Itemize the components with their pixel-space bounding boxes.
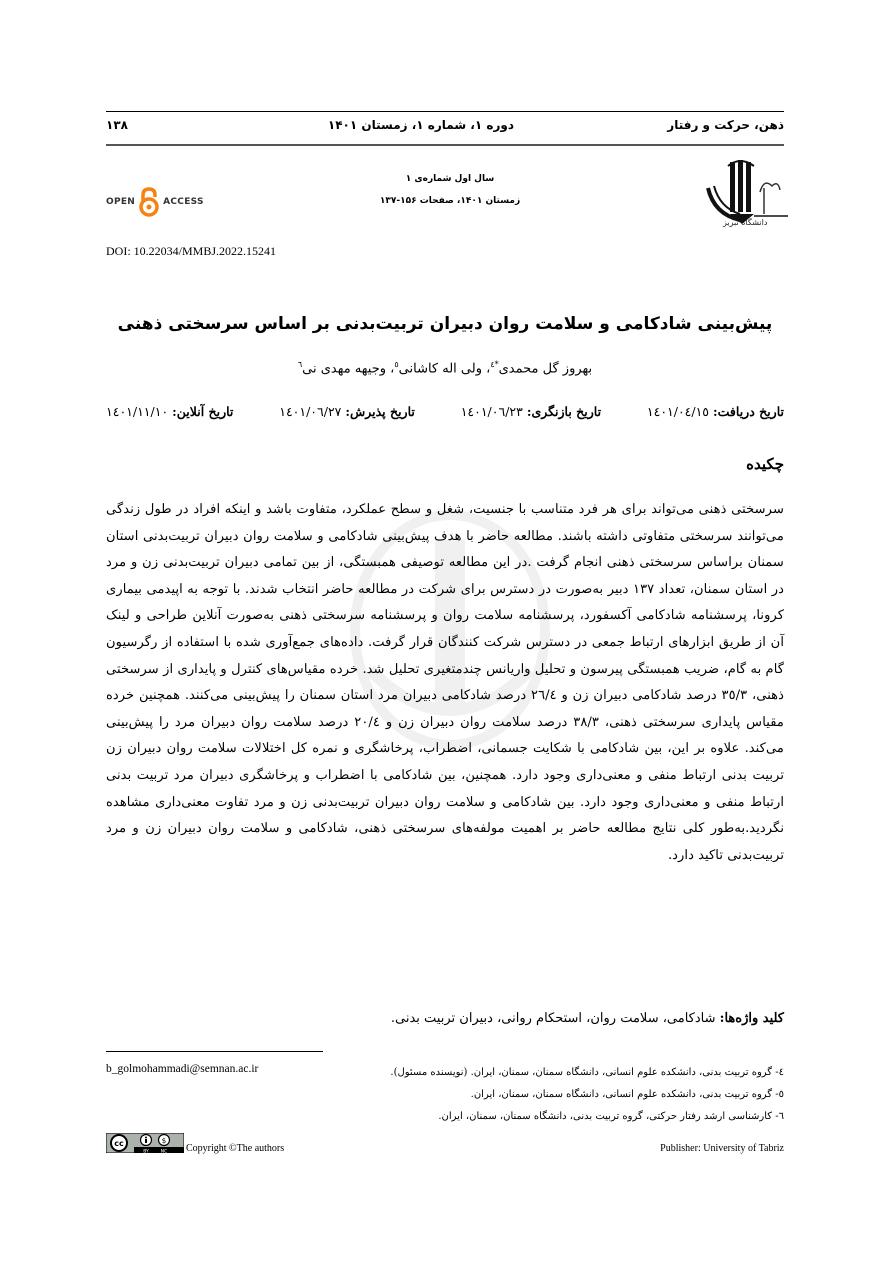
footnote-item: ٥- گروه تربیت بدنی، دانشکده علوم انسانی، دانشگاه سمنان، سمنان، ایران. (470, 1089, 784, 1100)
corresponding-email[interactable]: b_golmohammadi@semnan.ac.ir (106, 1063, 259, 1075)
open-lock-icon (138, 187, 160, 217)
publisher-notice: Publisher: University of Tabriz (660, 1143, 784, 1154)
copyright-notice: Copyright ©The authors (186, 1143, 285, 1154)
footnote-rule (106, 1051, 323, 1052)
open-access-left-text: OPEN (106, 197, 136, 207)
journal-name: ذهن، حرکت و رفتار (667, 118, 784, 132)
doi-link[interactable]: DOI: 10.22034/MMBJ.2022.15241 (106, 244, 277, 258)
abstract-body: سرسختی ذهنی می‌تواند برای هر فرد متناسب با جنسیت، شغل و سطح عملکرد، متفاوت باشد و اینکه افراد در طول زندگی می‌توانند سرسختی متفاوتی داشته باشند. مطالعه حاضر با هدف پیش‌بینی شادکامی و سلامت روان دبیران تربیت‌بدنی استان سمنان براساس سرسختی ذهنی انجام گرفت .در این مطالعه توصیفی همبستگی، از بین تمامی دبیران تربیت‌بدنی زن و مرد در استان سمنان، تعداد ١٣٧ دبیر به‌صورت در دسترس برای شرکت در مطالعه حاضر انتخاب شدند. با توجه به اپیدمی بیماری کرونا، پرسشنامه شادکامی آکسفورد، پرسشنامه سلامت روان و پرسشنامه سرسختی ذهنی به‌صورت آنلاین طراحی و لینک آن از طریق ابزارهای ارتباط جمعی در دسترس شرکت کنندگان قرار گرفت. داده‌های جمع‌آوری شده با استفاده از رگرسیون گام به گام، ضریب همبستگی پیرسون و تحلیل واریانس چندمتغیری تحلیل شد. خرده مقیاس‌های کنترل و پایداری از سرسختی ذهنی، ٣٥/٣ درصد شادکامی دبیران زن و ٢٦/٤ درصد شادکامی دبیران مرد استان سمنان را پیش‌بینی می‌کنند. همچنین خرده مقیاس پایداری سرسختی ذهنی، ٣٨/٣ درصد سلامت روان دبیران زن و ٢٠/٤ درصد سلامت روان دبیران مرد را پیش‌بینی می‌کند. علاوه بر این، بین شادکامی با شکایت جسمانی، اضطراب، پرخاشگری و نمره کل اختلالات سلامت روان دبیران زن تربیت بدنی ارتباط منفی و معنی‌داری وجود دارد. همچنین، بین شادکامی با اضطراب و پرخاشگری دبیران مرد تربیت بدنی ارتباط منفی و معنی‌داری وجود دارد. بین شادکامی و سلامت روان دبیران تربیت‌بدنی زن و مرد تفاوت معنی‌داری مشاهده نگردید.به‌طور کلی نتایج مطالعه حاضر بر اهمیت مولفه‌های سرسختی ذهنی، شادکامی و سلامت روان دبیران زن و مرد تربیت‌بدنی تاکید دارد. (106, 502, 785, 863)
season-pages: زمستان ۱۴۰۱، صفحات ۱۵۶-۱۳۷ (379, 196, 521, 206)
issue-block (360, 168, 540, 212)
author-name: ولی اله کاشانی (398, 361, 482, 377)
open-access-right-text: ACCESS (163, 197, 204, 207)
author-list: بهروز گل محمدی$^{*٤}$، ولی اله کاشانی$^٥$، وجیهه مهدی نی$^٦$ (297, 360, 593, 377)
date-received: تاریخ دریافت: ١٤٠١/٠٤/١٥ (646, 404, 784, 419)
volume-issue: سال اول شماره‌ی ۱ (405, 174, 495, 184)
header-rule-bottom (106, 144, 784, 146)
svg-text:cc: cc (114, 1139, 124, 1148)
issue-info: دوره ۱، شماره ۱، زمستان ۱۴۰۱ (327, 118, 514, 132)
svg-text:NC: NC (160, 1149, 168, 1153)
abstract-heading: چکیده (746, 455, 784, 473)
author-name: وجیهه مهدی نی (302, 361, 387, 377)
author-name: بهروز گل محمدی (498, 361, 593, 377)
open-access-logo (106, 186, 204, 218)
affiliation-footnotes (344, 1062, 784, 1128)
keywords-label: کلید واژه‌ها: (719, 1011, 784, 1026)
date-accepted: تاریخ پذیرش: ١٤٠١/٠٦/٢٧ (279, 404, 415, 419)
article-dates (106, 404, 784, 419)
page-number: ۱۳۸ (106, 118, 128, 132)
running-head (106, 118, 784, 138)
footnote-item: ٦- کارشناسی ارشد رفتار حرکتی، گروه تربیت بدنی، دانشگاه سمنان، سمنان، ایران. (438, 1111, 784, 1122)
svg-text:$: $ (161, 1137, 167, 1145)
keywords (106, 1011, 784, 1026)
author-affiliation-mark: ٦ (297, 360, 303, 369)
date-online: تاریخ آنلاین: ١٤٠١/١١/١٠ (106, 404, 234, 419)
footnote-item: ٤- گروه تربیت بدنی، دانشکده علوم انسانی، دانشگاه سمنان، سمنان، ایران. (نویسنده مسئول). (390, 1067, 784, 1078)
university-logo-caption: دانشگاه تبریز (723, 218, 768, 227)
creative-commons-license-icon[interactable] (106, 1133, 184, 1153)
keywords-text: شادکامی، سلامت روان، استحکام روانی، دبیران تربیت بدنی. (390, 1011, 720, 1026)
author-affiliation-mark: ٥ (394, 360, 399, 369)
author-affiliation-mark: *٤ (490, 360, 499, 369)
date-revised: تاریخ بازنگری: ١٤٠١/٠٦/٢٣ (460, 404, 602, 419)
svg-text:BY: BY (143, 1149, 149, 1153)
header-rule-top (106, 111, 784, 112)
article-title: پیش‌بینی شادکامی و سلامت روان دبیران تربیت‌بدنی بر اساس سرسختی ذهنی (117, 314, 773, 334)
